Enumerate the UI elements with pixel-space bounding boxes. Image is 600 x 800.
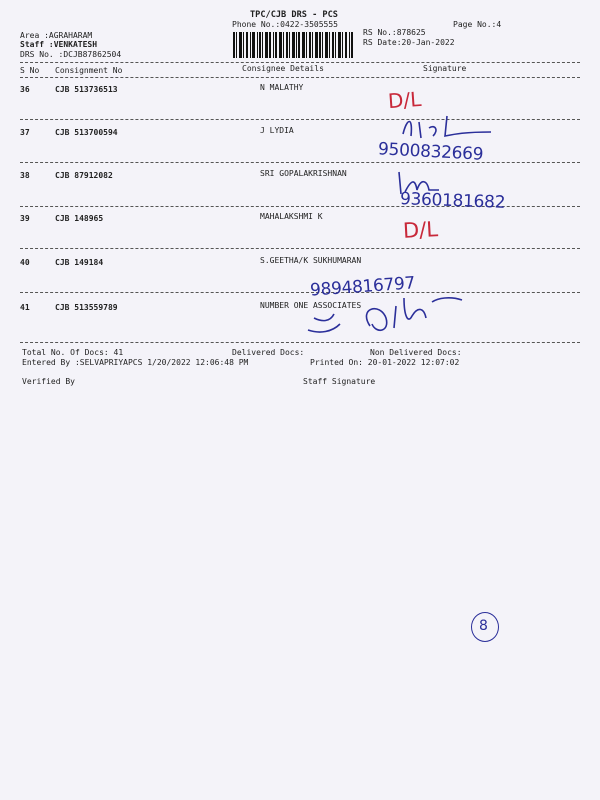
drs-number: DRS No. :DCJB87862504 bbox=[20, 50, 122, 59]
row-sno: 41 bbox=[20, 303, 30, 312]
rs-number: RS No.:878625 bbox=[363, 28, 426, 37]
row-consignment: CJB 87912082 bbox=[55, 171, 113, 180]
total-docs: Total No. Of Docs: 41 bbox=[22, 348, 124, 357]
signature-scribble bbox=[300, 288, 475, 340]
row-consignment: CJB 149184 bbox=[55, 258, 104, 267]
col-signature: Signature bbox=[423, 64, 467, 73]
area-label: Area :AGRAHARAM bbox=[20, 31, 93, 40]
divider bbox=[20, 248, 580, 249]
row-consignment: CJB 513736513 bbox=[55, 85, 118, 94]
row-consignment: CJB 513559789 bbox=[55, 303, 118, 312]
row-sno: 37 bbox=[20, 128, 30, 137]
row-consignee: J LYDIA bbox=[260, 126, 294, 135]
handwritten-phone: 9360181682 bbox=[399, 189, 506, 213]
row-consignee: SRI GOPALAKRISHNAN bbox=[260, 169, 347, 178]
row-consignment: CJB 148965 bbox=[55, 214, 104, 223]
barcode bbox=[231, 32, 355, 58]
divider bbox=[20, 162, 580, 163]
row-consignee: N MALATHY bbox=[260, 83, 304, 92]
delivered-docs: Delivered Docs: bbox=[232, 348, 305, 357]
staff-signature: Staff Signature bbox=[303, 377, 376, 386]
handwritten-phone: 9894816797 bbox=[309, 273, 416, 301]
row-sno: 40 bbox=[20, 258, 30, 267]
printed-on: Printed On: 20-01-2022 12:07:02 bbox=[310, 358, 460, 367]
row-consignee: MAHALAKSHMI K bbox=[260, 212, 323, 221]
entered-by: Entered By :SELVAPRIYAPCS 1/20/2022 12:06:48 PM bbox=[22, 358, 249, 367]
document-title: TPC/CJB DRS - PCS bbox=[250, 10, 338, 20]
divider bbox=[20, 342, 580, 343]
page-circle-number: 8 bbox=[479, 618, 488, 634]
col-consignee: Consignee Details bbox=[242, 64, 324, 73]
row-sno: 36 bbox=[20, 85, 30, 94]
row-sno: 38 bbox=[20, 171, 30, 180]
phone-number: Phone No.:0422-3505555 bbox=[232, 20, 338, 29]
handwritten-dl-note: D/L bbox=[402, 217, 439, 243]
row-sno: 39 bbox=[20, 214, 30, 223]
row-consignment: CJB 513700594 bbox=[55, 128, 118, 137]
page-number: Page No.:4 bbox=[453, 20, 502, 29]
row-consignee: S.GEETHA/K SUKHUMARAN bbox=[260, 256, 362, 265]
rs-date: RS Date:20-Jan-2022 bbox=[363, 38, 455, 47]
row-consignee: NUMBER ONE ASSOCIATES bbox=[260, 301, 362, 310]
verified-by: Verified By bbox=[22, 377, 75, 386]
col-consignment: Consignment No bbox=[55, 66, 123, 75]
non-delivered-docs: Non Delivered Docs: bbox=[370, 348, 462, 357]
handwritten-dl-note: D/L bbox=[387, 86, 423, 114]
handwritten-phone: 9500832669 bbox=[377, 139, 484, 165]
staff-label: Staff :VENKATESH bbox=[20, 40, 98, 49]
col-sno: S No bbox=[20, 66, 40, 75]
page-circle-mark bbox=[471, 612, 499, 642]
divider bbox=[20, 62, 580, 63]
divider bbox=[20, 77, 580, 78]
